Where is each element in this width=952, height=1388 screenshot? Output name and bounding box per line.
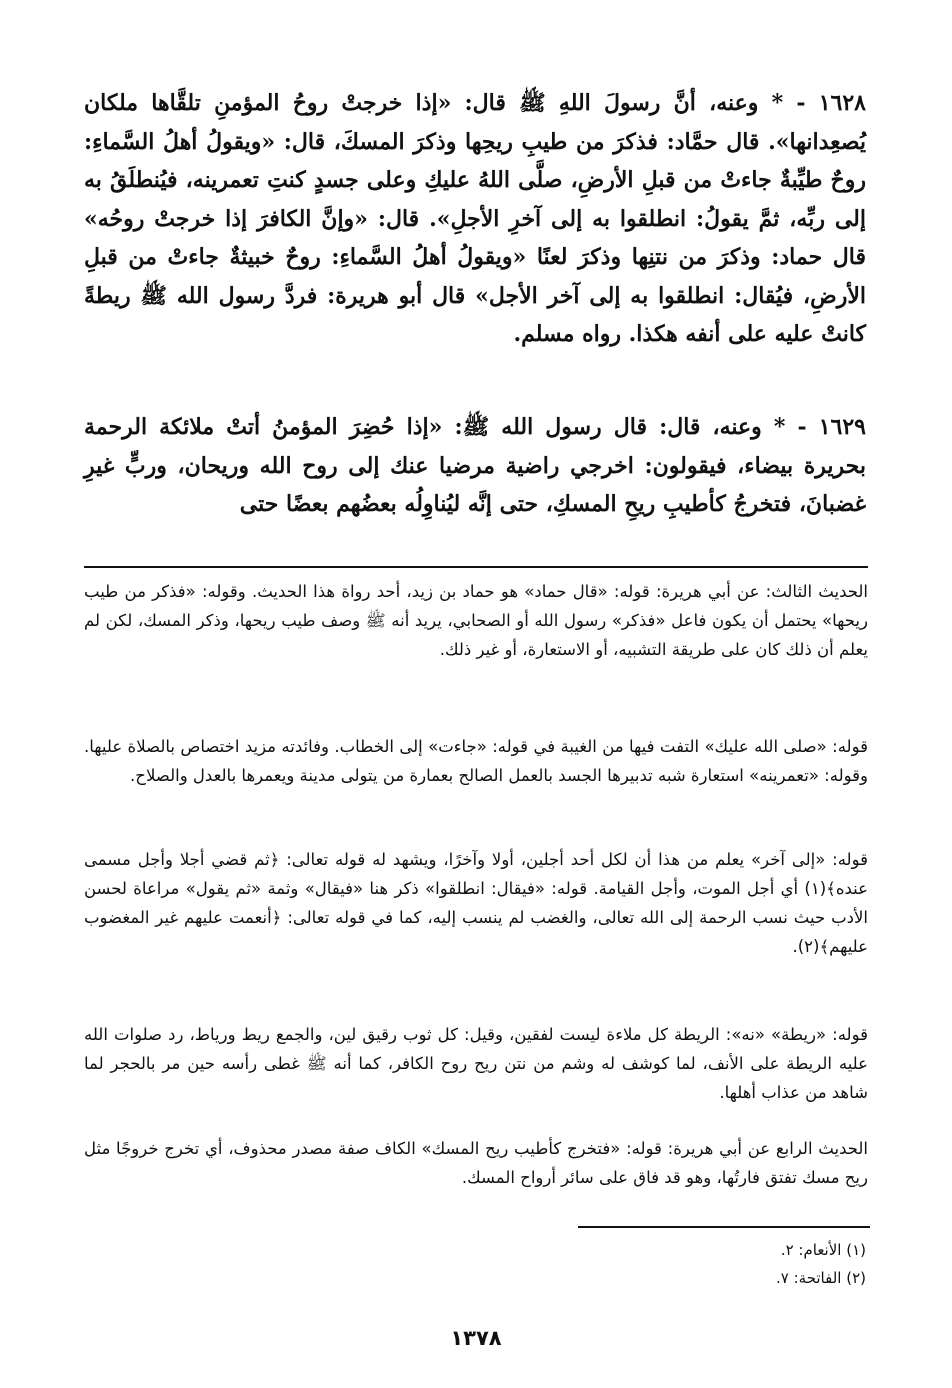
- hadith-1629: ١٦٢٩ - * وعنه، قال: قال رسول الله ﷺ: «إذا حُضِرَ المؤمنُ أتتْ ملائكة الرحمة بحريرة بيضاء، فيقولون: اخرجي راضية مرضيا عنك إلى روح الله وريحان، وربٍّ غيرِ غضبانَ، فتخرجُ كأطيبِ ريحِ المسكِ، حتى إنَّه ليُناوِلُه بعضُهم بعضًا حتى: [84, 414, 866, 517]
- commentary-paragraph-1: الحديث الثالث: عن أبي هريرة: قوله: «قال حماد» هو حماد بن زيد، أحد رواة هذا الحديث. وقوله: «فذكر من طيب ريحها» يحتمل أن يكون فاعل «فذكر» رسول الله أو الصحابي، يريد أنه ﷺ وصف طيب ريحها، وذكر المسك، لكن لم يعلم أن ذلك كان على طريقة التشبيه، أو الاستعارة، أو غير ذلك.: [84, 582, 868, 659]
- commentary-paragraph-5: الحديث الرابع عن أبي هريرة: قوله: «فتخرج كأطيب ريح المسك» الكاف صفة مصدر محذوف، أي تخرج خروجًا مثل ريح مسك تفتق فارتُها، وهو قد فاق على سائر أرواح المسك.: [84, 1139, 868, 1187]
- main-divider: [84, 566, 868, 568]
- footnote-1: (١) الأنعام: ٢.: [780, 1241, 866, 1259]
- footnote-divider: [578, 1226, 870, 1228]
- footnote-2: (٢) الفاتحة: ٧.: [775, 1269, 866, 1287]
- hadith-1628: ١٦٢٨ - * وعنه، أنَّ رسولَ اللهِ ﷺ قال: «إذا خرجتْ روحُ المؤمنِ تلقَّاها ملكان يُصعِدانها». قال حمَّاد: فذكرَ من طيبِ ريحِها وذكرَ المسكَ، قال: «ويقولُ أهلُ السَّماءِ: روحٌ طيِّبةٌ جاءتْ من قبلِ الأرضِ، صلَّى اللهُ عليكِ وعلى جسدٍ كنتِ تعمرينه، فيُنطلَقُ به إلى ربِّه، ثمَّ يقولُ: انطلقوا به إلى آخرِ الأجلِ». قال: «وإنَّ الكافرَ إذا خرجتْ روحُه» قال حماد: وذكرَ من نتنِها وذكرَ لعنًا «ويقولُ أهلُ السَّماءِ: روحٌ خبيثةٌ جاءتْ من قبلِ الأرضِ، فيُقال: انطلقوا به إلى آخر الأجل» قال أبو هريرة: فردَّ رسول الله ﷺ ريطةً كانتْ عليه على أنفه هكذا. رواه مسلم.: [84, 90, 867, 347]
- commentary-paragraph-2: قوله: «صلى الله عليك» التفت فيها من الغيبة في قوله: «جاءت» إلى الخطاب. وفائدته مزيد اختصاص بالصلاة عليها. وقوله: «تعمرينه» استعارة شبه تدبيرها الجسد بالعمل الصالح بعمارة من يتولى مدينة ويعمرها بالعدل والصلاح.: [84, 737, 868, 785]
- page-number: ١٣٧٨: [450, 1326, 502, 1350]
- commentary-paragraph-3: قوله: «إلى آخر» يعلم من هذا أن لكل أحد أجلين، أولا وآخرًا، ويشهد له قوله تعالى: ﴿ثم قضي أجلا وأجل مسمى عنده﴾(١) أي أجل الموت، وأجل القيامة. قوله: «فيقال: انطلقوا» ذكر هنا «فيقال» وثمة «ثم يقول» مراعاة لحسن الأدب حيث نسب الرحمة إلى الله تعالى، والغضب لم ينسب إليه، كما في قوله تعالى: ﴿أنعمت عليهم غير المغضوب عليهم﴾(٢).: [84, 850, 868, 956]
- commentary-paragraph-4: قوله: «ريطة» «نه»: الريطة كل ملاءة ليست لفقين، وقيل: كل ثوب رقيق لين، والجمع ريط ورياط، رد صلوات الله عليه الريطة على الأنف، لما كوشف له وشم من نتن ريح روح الكافر، كما أنه ﷺ غطى رأسه حين مر بالحجر لما شاهد من عذاب أهلها.: [84, 1025, 868, 1102]
